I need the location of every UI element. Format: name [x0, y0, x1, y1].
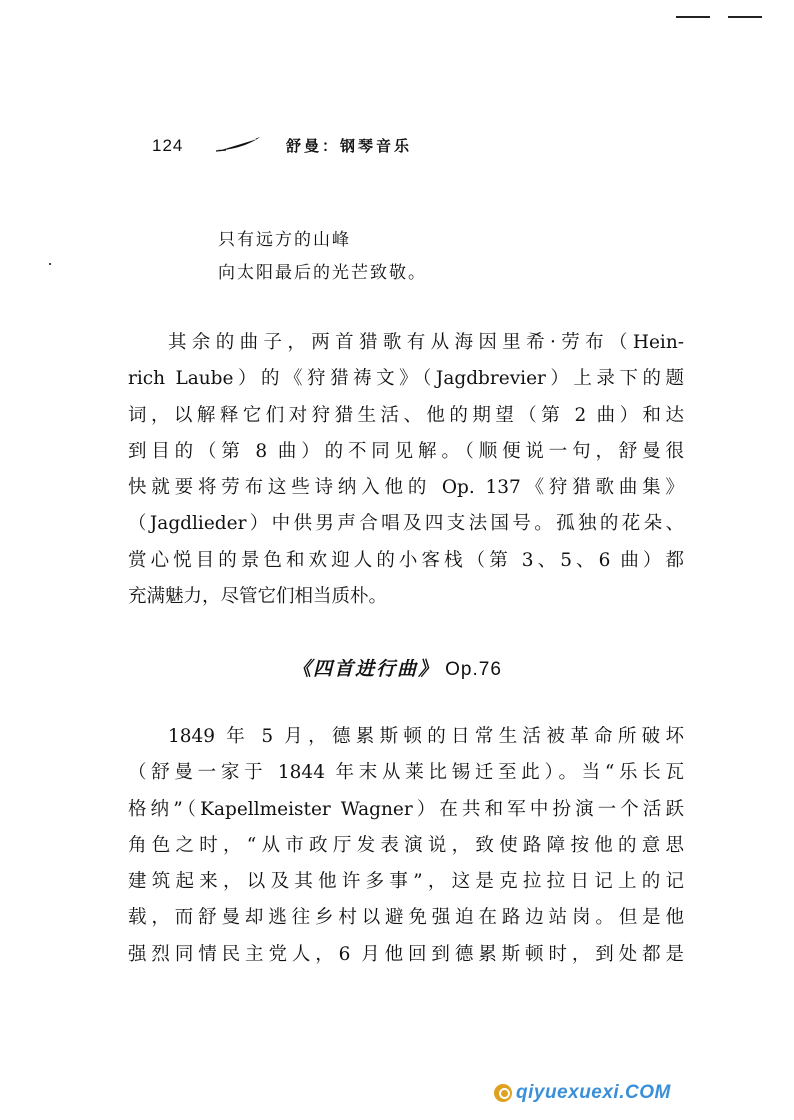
section-title: 《四首进行曲》 [292, 658, 440, 680]
text-line: 到目的（第 8 曲）的不同见解。（顺便说一句，舒曼很 [128, 440, 684, 462]
text-line: （舒曼一家于 1844 年末从莱比锡迁至此）。当“乐长瓦 [128, 762, 684, 784]
watermark-logo-icon [494, 1084, 512, 1102]
watermark-text: qiyuexuexi.COM [516, 1082, 671, 1103]
top-right-dash-2 [728, 16, 762, 18]
text-line: rich Laube）的《狩猎祷文》（Jagdbrevier）上录下的题 [128, 368, 684, 390]
text-line: 词，以解释它们对狩猎生活、他的期望（第 2 曲）和达 [128, 404, 684, 426]
text-line: 载，而舒曼却逃往乡村以避免强迫在路边站岗。但是他 [128, 907, 684, 929]
site-watermark [494, 1080, 671, 1106]
poem-quote [218, 224, 427, 290]
poem-line: 只有远方的山峰 [218, 230, 351, 250]
text-line: 赏心悦目的景色和欢迎人的小客栈（第 3、5、6 曲）都 [128, 549, 684, 571]
text-line: 角色之时，“从市政厅发表演说，致使路障按他的意思 [128, 834, 684, 856]
text-line: 1849 年 5 月，德累斯顿的日常生活被革命所破坏 [168, 726, 684, 747]
text-line: 充满魅力，尽管它们相当质朴。 [128, 586, 388, 608]
paragraph-hunting-songs [128, 325, 684, 615]
text-line: （Jagdlieder）中供男声合唱及四支法国号。孤独的花朵、 [128, 513, 684, 535]
text-line: 格纳”（Kapellmeister Wagner）在共和军中扮演一个活跃 [128, 798, 684, 820]
text-line: 其余的曲子，两首猎歌有从海因里希·劳布（Hein- [168, 332, 684, 353]
quill-icon [216, 136, 262, 152]
poem-line: 向太阳最后的光芒致敬。 [218, 263, 427, 283]
book-title: 舒曼：钢琴音乐 [286, 137, 413, 155]
top-right-dash-1 [676, 16, 710, 18]
text-line: 建筑起来，以及其他许多事”，这是克拉拉日记上的记 [128, 871, 684, 893]
text-line: 快就要将劳布这些诗纳入他的 Op. 137《狩猎歌曲集》 [128, 477, 684, 499]
running-head [152, 134, 482, 160]
section-opus: Op.76 [445, 659, 502, 680]
text-line: 强烈同情民主党人，6 月他回到德累斯顿时，到处都是 [128, 943, 684, 965]
section-heading [0, 654, 794, 681]
page-number: 124 [152, 136, 184, 155]
paragraph-dresden-1849 [128, 719, 684, 973]
margin-dot [49, 263, 51, 265]
